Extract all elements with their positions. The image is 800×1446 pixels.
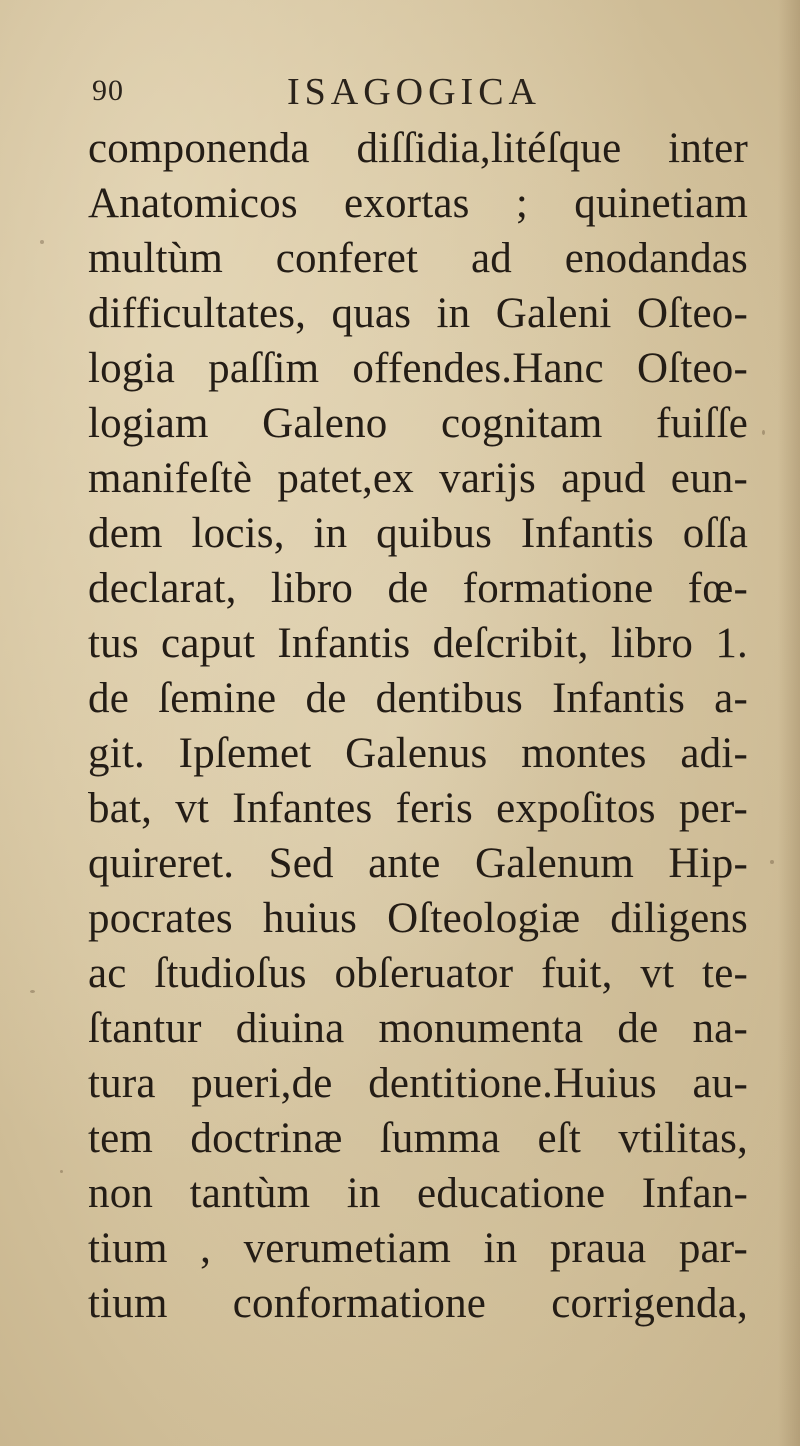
text-line: de ſemine de dentibus Infantis a- [88,675,748,722]
text-line: ſtantur diuina monumenta de na- [88,1005,748,1052]
text-line: tium , verumetiam in praua par- [88,1225,748,1272]
paper-speck [762,430,765,435]
paper-speck [40,240,44,244]
text-line: ac ſtudioſus obſeruator fuit, vt te- [88,950,748,997]
text-line: tem doctrinæ ſumma eſt vtilitas, [88,1115,748,1162]
running-title: ISAGOGICA [287,71,541,113]
running-head [92,66,712,114]
paper-speck [770,860,774,864]
text-line: bat, vt Infantes feris expoſitos per- [88,785,748,832]
text-line: tura pueri,de dentitione.Huius au- [88,1060,748,1107]
body-text [88,121,748,1331]
paper-speck [60,1170,63,1173]
paper-speck [30,990,35,993]
text-line: tus caput Infantis deſcribit, libro 1. [88,620,748,667]
text-line: dem locis, in quibus Infantis oſſa [88,510,748,557]
text-line: logiam Galeno cognitam fuiſſe [88,400,748,447]
text-line: pocrates huius Oſteologiæ diligens [88,895,748,942]
text-line: difficultates, quas in Galeni Oſteo- [88,290,748,337]
text-line: quireret. Sed ante Galenum Hip- [88,840,748,887]
text-line: multùm conferet ad enodandas [88,235,748,282]
text-line: componenda diſſidia,litéſque inter [88,125,748,172]
text-line: git. Ipſemet Galenus montes adi- [88,730,748,777]
text-line: manifeſtè patet,ex varijs apud eun- [88,455,748,502]
text-line: declarat, libro de formatione fœ- [88,565,748,612]
text-line: non tantùm in educatione Infan- [88,1170,748,1217]
text-line: tium conformatione corrigenda, [88,1280,748,1327]
page-number: 90 [92,74,124,107]
text-line: logia paſſim offendes.Hanc Oſteo- [88,345,748,392]
text-line: Anatomicos exortas ; quinetiam [88,180,748,227]
page-edge-shadow [778,0,800,1446]
